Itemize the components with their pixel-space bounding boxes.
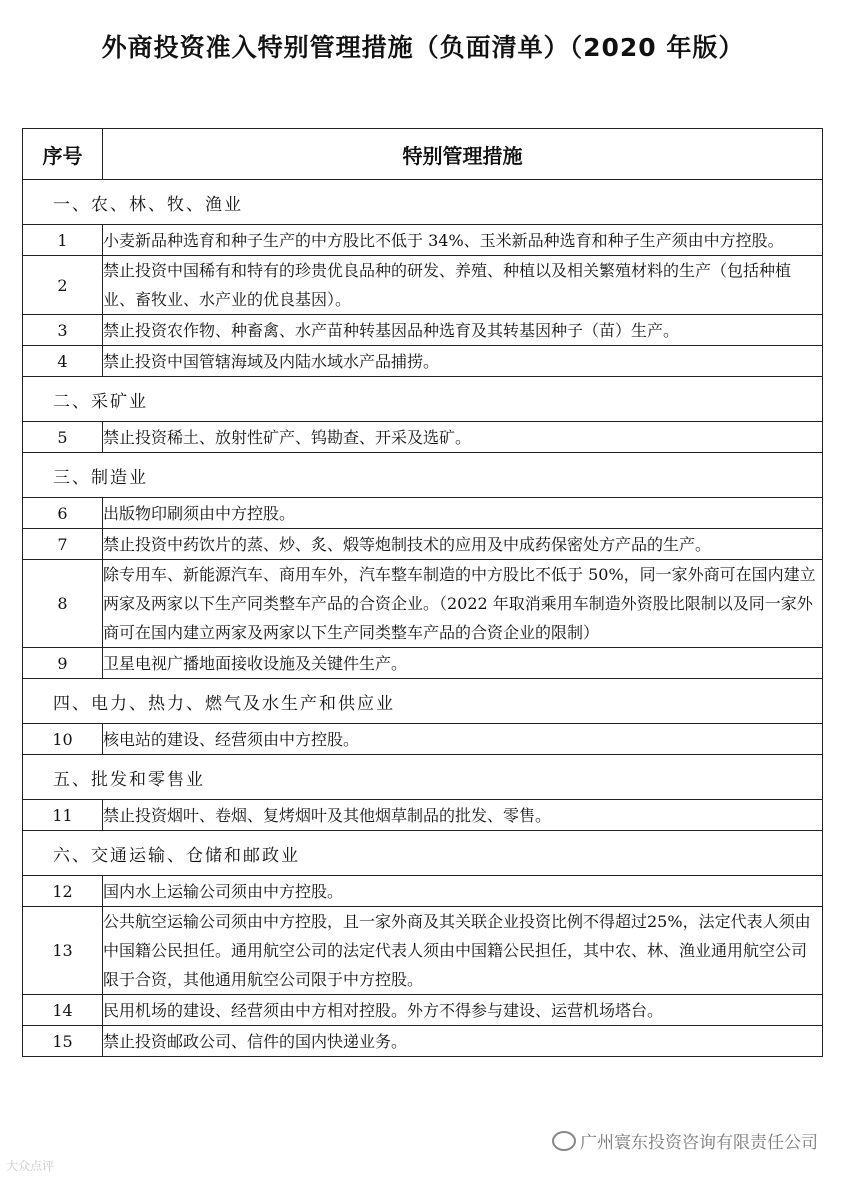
document-title: 外商投资准入特别管理措施（负面清单）（2020 年版） bbox=[101, 33, 745, 62]
item-text: 卫星电视广播地面接收设施及关键件生产。 bbox=[103, 648, 823, 679]
item-text: 禁止投资农作物、种畜禽、水产苗种转基因品种选育及其转基因种子（苗）生产。 bbox=[103, 315, 823, 346]
item-number: 11 bbox=[23, 800, 103, 831]
corner-watermark: 大众点评 bbox=[6, 1159, 55, 1173]
section-row bbox=[23, 755, 823, 800]
table-row bbox=[23, 422, 823, 453]
watermark-text: 广州寰东投资咨询有限责任公司 bbox=[580, 1133, 818, 1153]
table-row bbox=[23, 907, 823, 995]
table-row bbox=[23, 1026, 823, 1057]
item-text: 出版物印刷须由中方控股。 bbox=[103, 498, 823, 529]
item-text: 小麦新品种选育和种子生产的中方股比不低于 34%、玉米新品种选育和种子生产须由中方控股。 bbox=[103, 225, 823, 256]
table-row bbox=[23, 724, 823, 755]
item-number: 7 bbox=[23, 529, 103, 560]
table-row bbox=[23, 560, 823, 648]
item-text: 禁止投资中药饮片的蒸、炒、炙、煅等炮制技术的应用及中成药保密处方产品的生产。 bbox=[103, 529, 823, 560]
item-text: 核电站的建设、经营须由中方控股。 bbox=[103, 724, 823, 755]
wechat-icon bbox=[552, 1131, 576, 1151]
item-number: 9 bbox=[23, 648, 103, 679]
item-text: 禁止投资邮政公司、信件的国内快递业务。 bbox=[103, 1026, 823, 1057]
watermark bbox=[552, 1128, 818, 1153]
item-number: 4 bbox=[23, 346, 103, 377]
item-number: 6 bbox=[23, 498, 103, 529]
item-number: 1 bbox=[23, 225, 103, 256]
table-row bbox=[23, 876, 823, 907]
item-number: 13 bbox=[23, 907, 103, 995]
item-text: 除专用车、新能源汽车、商用车外，汽车整车制造的中方股比不低于 50%，同一家外商可在国内建立两家及两家以下生产同类整车产品的合资企业。（2022 年取消乘用车制造外资股比限制以及同一家外商可在国内建立两家及两家以下生产同类整车产品的合资企业的限制） bbox=[103, 560, 823, 648]
item-text: 禁止投资稀土、放射性矿产、钨勘查、开采及选矿。 bbox=[103, 422, 823, 453]
section-heading: 二、采矿业 bbox=[23, 377, 823, 422]
item-number: 2 bbox=[23, 256, 103, 315]
section-heading: 一、农、林、牧、渔业 bbox=[23, 180, 823, 225]
section-row bbox=[23, 377, 823, 422]
table-row bbox=[23, 995, 823, 1026]
section-row bbox=[23, 679, 823, 724]
item-text: 国内水上运输公司须由中方控股。 bbox=[103, 876, 823, 907]
item-text: 公共航空运输公司须由中方控股，且一家外商及其关联企业投资比例不得超过25%，法定代表人须由中国籍公民担任。通用航空公司的法定代表人须由中国籍公民担任，其中农、林、渔业通用航空公司限于合资，其他通用航空公司限于中方控股。 bbox=[103, 907, 823, 995]
table-row bbox=[23, 498, 823, 529]
header-measures: 特别管理措施 bbox=[103, 129, 823, 180]
table-row bbox=[23, 346, 823, 377]
item-number: 8 bbox=[23, 560, 103, 648]
table-row bbox=[23, 225, 823, 256]
table-row bbox=[23, 648, 823, 679]
section-row bbox=[23, 180, 823, 225]
negative-list-table bbox=[22, 128, 823, 1057]
item-number: 15 bbox=[23, 1026, 103, 1057]
section-heading: 五、批发和零售业 bbox=[23, 755, 823, 800]
item-text: 民用机场的建设、经营须由中方相对控股。外方不得参与建设、运营机场塔台。 bbox=[103, 995, 823, 1026]
item-text: 禁止投资中国稀有和特有的珍贵优良品种的研发、养殖、种植以及相关繁殖材料的生产（包括种植业、畜牧业、水产业的优良基因）。 bbox=[103, 256, 823, 315]
header-number: 序号 bbox=[23, 129, 103, 180]
table-row bbox=[23, 256, 823, 315]
item-number: 3 bbox=[23, 315, 103, 346]
table-header-row bbox=[23, 129, 823, 180]
table-row bbox=[23, 315, 823, 346]
item-text: 禁止投资中国管辖海域及内陆水域水产品捕捞。 bbox=[103, 346, 823, 377]
item-number: 10 bbox=[23, 724, 103, 755]
table-row bbox=[23, 529, 823, 560]
item-number: 14 bbox=[23, 995, 103, 1026]
item-text: 禁止投资烟叶、卷烟、复烤烟叶及其他烟草制品的批发、零售。 bbox=[103, 800, 823, 831]
section-heading: 四、电力、热力、燃气及水生产和供应业 bbox=[23, 679, 823, 724]
table-row bbox=[23, 800, 823, 831]
section-row bbox=[23, 831, 823, 876]
item-number: 5 bbox=[23, 422, 103, 453]
item-number: 12 bbox=[23, 876, 103, 907]
section-heading: 三、制造业 bbox=[23, 453, 823, 498]
section-row bbox=[23, 453, 823, 498]
section-heading: 六、交通运输、仓储和邮政业 bbox=[23, 831, 823, 876]
